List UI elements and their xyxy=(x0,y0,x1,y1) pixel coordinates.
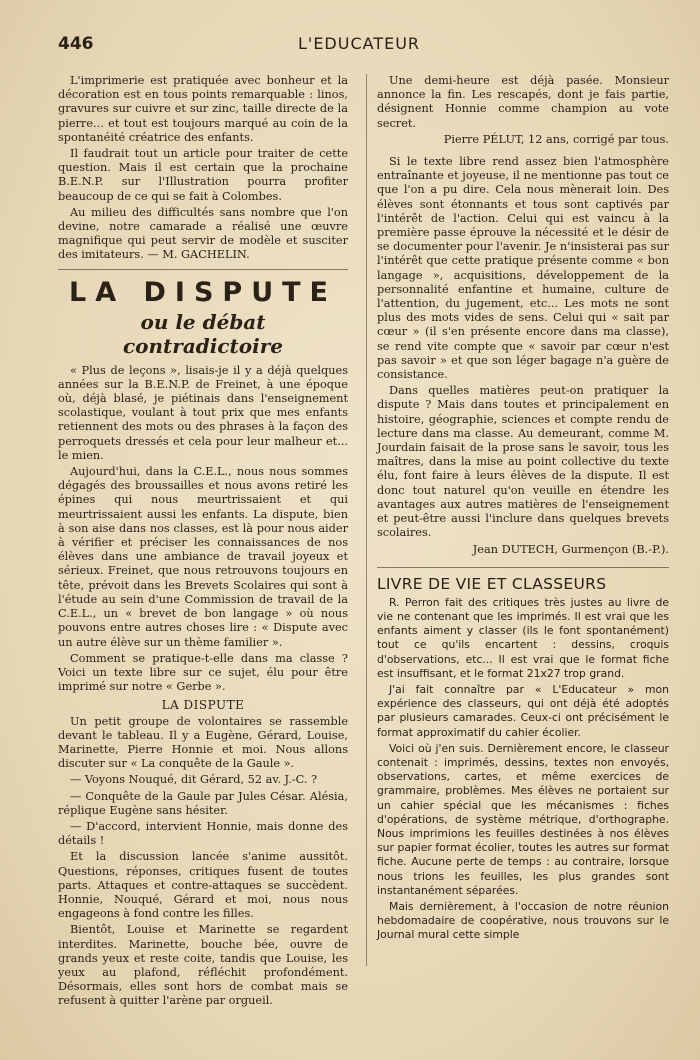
livre-paragraph: J'ai fait connaître par « L'Educateur » mon expérience des classeurs, qui ont déjà été adoptés par plusieurs camarades. Ceux-ci ont précisément le format approximatif du cahier écolier. xyxy=(377,682,669,739)
student-signature: Pierre PÉLUT, 12 ans, corrigé par tous. xyxy=(443,132,669,146)
left-column xyxy=(58,74,348,1008)
section-title-livre-de-vie: LIVRE DE VIE ET CLASSEURS xyxy=(377,567,669,594)
column-divider xyxy=(366,74,367,966)
page-number: 446 xyxy=(58,34,94,54)
commentary-paragraph: Dans quelles matières peut-on pratiquer la dispute ? Mais dans toutes et principalement en histoire, géographie, sciences et compte rendu de lecture dans ma classe. Au demeurant, comme M. Jourdain faisait de la prose sans le savoir, tous les maîtres, dans la mise au point collective du texte élu, font faire à leurs élèves de la dispute. Il est donc tout naturel qu'on veuille en étendre les avantages aux autres matières de l'enseignement et peut-être aussi l'inclure dans quelques brevets scolaires. xyxy=(377,384,669,540)
right-column xyxy=(377,74,669,974)
intro-paragraph: Il faudrait tout un article pour traiter de cette question. Mais il est certain que la prochaine B.E.N.P. sur l'Illustration pourra profiter beaucoup de ce qui se fait à Colombes. xyxy=(58,147,348,203)
livre-paragraph: Voici où j'en suis. Dernièrement encore, le classeur contenait : imprimés, dessins, textes non envoyés, observations, cartes, et même exercices de grammaire, problèmes. Mes élèves ne portaient sur un cahier spécial que les mécanismes : fiches d'opérations, de système métrique, d'orthographe. Nous imprimions les feuilles destinées à nos élèves sur papier format écolier, toutes les autres sur format fiche. Aucune perte de temps : au contraire, lorsque nous trions les feuilles, les plus grandes sont instantanément séparées. xyxy=(377,741,669,897)
intro-paragraph: Au milieu des difficultés sans nombre que l'on devine, notre camarade a réalisé une œuvre magnifique qui peut servir de modèle et susciter des imitateurs. — M. GACHELIN. xyxy=(58,205,348,262)
article-paragraph: Comment se pratique-t-elle dans ma classe ? Voici un texte libre sur ce sujet, élu pour être imprimé sur notre « Gerbe ». xyxy=(58,651,348,694)
article-paragraph: Aujourd'hui, dans la C.E.L., nous nous sommes dégagés des broussailles et nous avons retiré les épines qui nous meurtrissaient et qui meurtrissaient aussi les enfants. La dispute, bien à son aise dans nos classes, est là pour nous aider à vérifier et préciser les connaissances de nos élèves dans une ambiance de travail joyeux et sérieux. Freinet, que nous retrouvons toujours en tête, prévoit dans les Brevets Scolaires qui sont à l'étude au sein d'une Commission de travail de la C.E.L., un « brevet de bon langage » où nous pouvons entre autres choses lire : « Dispute avec un autre élève sur un thème familier ». xyxy=(58,465,348,649)
page-header xyxy=(58,34,658,58)
section-divider xyxy=(58,269,348,270)
article-title: LA DISPUTE xyxy=(69,276,337,308)
inner-paragraph: — D'accord, intervient Honnie, mais donne des détails ! xyxy=(58,819,348,848)
intro-paragraph: L'imprimerie est pratiquée avec bonheur et la décoration est en tous points remarquable : linos, gravures sur cuivre et sur zinc, taille directe de la pierre... et tout est toujours marqué au coin de la spontanéité créatrice des enfants. xyxy=(58,74,348,144)
inner-paragraph: — Conquête de la Gaule par Jules César. Alésia, réplique Eugène sans hésiter. xyxy=(58,789,348,817)
inner-paragraph: Bientôt, Louise et Marinette se regardent interdites. Marinette, bouche bée, ouvre de grands yeux et reste coite, tandis que Louise, les yeux au plafond, réfléchit profondément. Désormais, elles sont hors de combat mais se refusent à quitter l'arène par orgueil. xyxy=(58,923,348,1008)
livre-paragraph: R. Perron fait des critiques très justes au livre de vie ne contenant que les imprimés. Il est vrai que les enfants aiment y classer (ils le font spontanément) tout ce qu'ils encartent : dessins, croquis d'observations, etc... Il est vrai que le format fiche est insuffisant, et le format 21x27 trop grand. xyxy=(377,595,669,680)
journal-title: L'EDUCATEUR xyxy=(298,34,421,53)
continuation-paragraph: Une demi-heure est déjà pasée. Monsieur annonce la fin. Les rescapés, dont je fais partie, désignent Honnie comme champion au vote secret. xyxy=(377,74,669,130)
article-subtitle: ou le débat contradictoire xyxy=(123,309,283,358)
author-signature: Jean DUTECH, Gurmençon (B.-P.). xyxy=(472,542,669,556)
inner-paragraph: — Voyons Nouqué, dit Gérard, 52 av. J.-C. ? xyxy=(70,773,318,787)
inner-paragraph: Et la discussion lancée s'anime aussitôt. Questions, réponses, critiques fusent de toutes parts. Attaques et contre-attaques se succèdent. Honnie, Nouqué, Gérard et moi, nous nous engageons à fond contre les filles. xyxy=(58,850,348,921)
article-paragraph: « Plus de leçons », lisais-je il y a déjà quelques années sur la B.E.N.P. de Freinet, à une époque où, déjà blasé, je piétinais dans l'enseignement scolastique, voulant à tout prix que mes enfants retiennent des mots ou des phrases à la façon des perroquets dressés et cela pour leur malheur et... le mien. xyxy=(58,363,348,462)
commentary-paragraph: Si le texte libre rend assez bien l'atmosphère entraînante et joyeuse, il ne mentionne pas tout ce que l'on a pu dire. Cela nous mènerait loin. Des élèves sont étonnants et tous sont captivés par l'intérêt de l'action. Celui qui est vaincu à la première passe éprouve la nécessité et le désir de se documenter pour l'avenir. Je n'insisterai pas sur l'intérêt que cette pratique présente comme « bon langage », acquisitions, développement de la personnalité enfantine et humaine, culture de l'attention, du jugement, etc... Les mots ne sont plus des mots vides de sens. Celui qui « sait par cœur » (il s'en présente encore dans ma classe), se rend vite compte que « savoir par cœur n'est pas savoir » et que son léger bagage n'a guère de consistance. xyxy=(377,155,669,382)
inner-text-title: LA DISPUTE xyxy=(161,698,245,713)
inner-paragraph: Un petit groupe de volontaires se rassemble devant le tableau. Il y a Eugène, Gérard, Louise, Marinette, Pierre Honnie et moi. Nous allons discuter sur « La conquête de la Gaule ». xyxy=(58,714,348,771)
livre-paragraph: Mais dernièrement, à l'occasion de notre réunion hebdomadaire de coopérative, nous trouvons sur le Journal mural cette simple xyxy=(377,899,669,942)
